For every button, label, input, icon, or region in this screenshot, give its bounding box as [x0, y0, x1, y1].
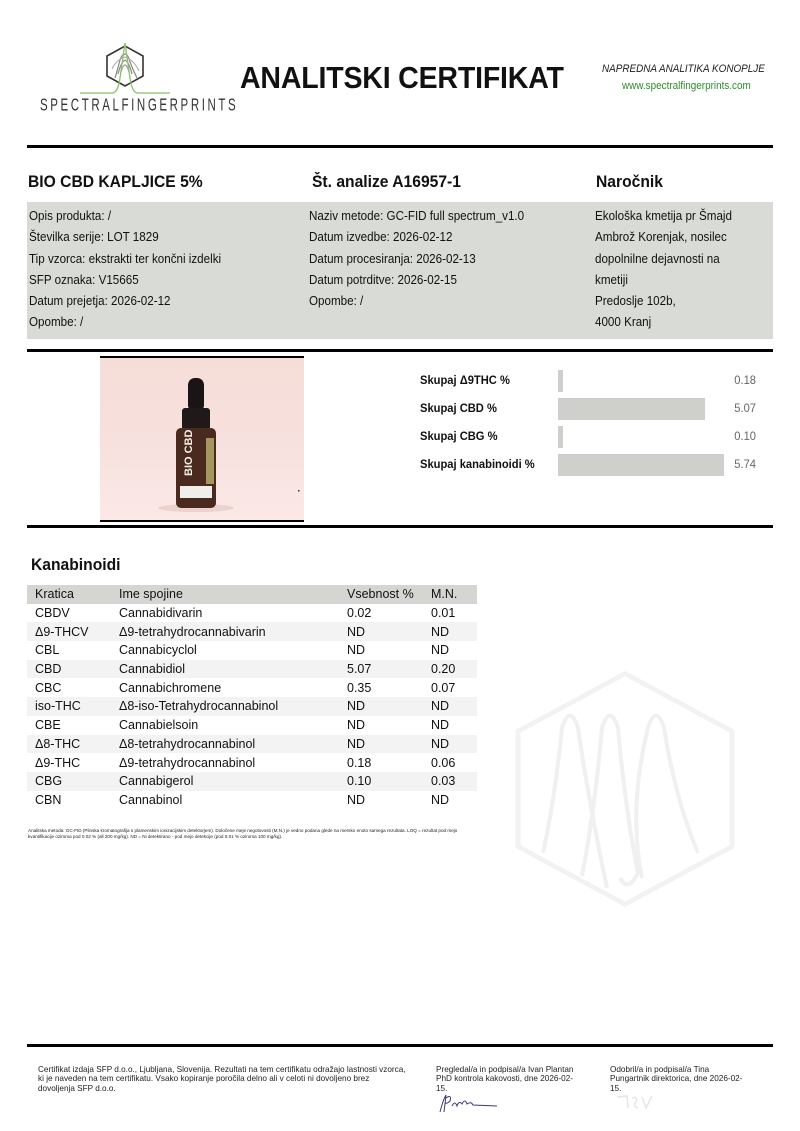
divider — [27, 525, 773, 528]
table-row — [27, 772, 477, 791]
method-name: Naziv metode: GC-FID full spectrum_v1.0 — [309, 209, 525, 223]
cell-abbreviation: Δ9-THC — [35, 755, 81, 770]
cell-uncertainty: 0.06 — [431, 755, 456, 770]
client-heading: Naročnik — [596, 172, 663, 191]
product-description: Opis produkta: / — [29, 209, 112, 223]
section-title: Kanabinoidi — [31, 555, 121, 574]
summary-value-cbd: 5.07 — [734, 401, 756, 415]
confirmation-date: Datum potrditve: 2026-02-15 — [309, 272, 457, 287]
cell-uncertainty: 0.01 — [431, 606, 456, 621]
cell-uncertainty: ND — [431, 718, 450, 733]
client-line: Ekološka kmetija pr Šmajd — [595, 209, 732, 223]
bottle-label-text: BIO CBD — [183, 429, 195, 476]
column-header-uncertainty: M.N. — [431, 587, 458, 602]
cell-compound: Δ8-tetrahydrocannabinol — [119, 736, 256, 751]
cell-compound: Cannabigerol — [119, 774, 194, 789]
summary-value-thc: 0.18 — [734, 373, 756, 387]
execution-date: Datum izvedbe: 2026-02-12 — [309, 230, 453, 245]
cell-abbreviation: Δ8-THC — [35, 736, 81, 751]
cell-content: ND — [347, 736, 366, 751]
cell-content: ND — [347, 792, 366, 807]
table-row — [27, 697, 477, 716]
cell-content: ND — [347, 699, 366, 714]
cell-abbreviation: CBD — [35, 662, 62, 677]
summary-label-cbd: Skupaj CBD % — [420, 401, 497, 415]
divider — [27, 145, 773, 148]
client-line: 4000 Kranj — [595, 315, 652, 330]
table-header-row — [27, 585, 477, 604]
cell-abbreviation: CBC — [35, 680, 62, 695]
approver-stamp — [612, 1092, 662, 1112]
table-row — [27, 678, 477, 697]
table-row — [27, 791, 477, 810]
company-website-link[interactable]: www.spectralfingerprints.com — [622, 80, 751, 92]
cell-compound: Cannabicyclol — [119, 643, 197, 658]
product-name: BIO CBD KAPLJICE 5% — [28, 172, 203, 191]
cell-content: ND — [347, 643, 366, 658]
cell-uncertainty: ND — [431, 792, 450, 807]
cell-content: 0.02 — [347, 606, 372, 621]
cell-content: ND — [347, 718, 366, 733]
document-title: ANALITSKI CERTIFIKAT — [240, 60, 564, 95]
cell-uncertainty: ND — [431, 624, 450, 639]
sample-type: Tip vzorca: ekstrakti ter končni izdelki — [29, 251, 222, 266]
client-details — [595, 206, 732, 334]
analysis-details — [309, 206, 524, 312]
table-row — [27, 660, 477, 679]
cell-uncertainty: ND — [431, 643, 450, 658]
watermark-logo-icon — [510, 668, 740, 913]
summary-bar-track — [558, 426, 728, 448]
column-header-compound: Ime spojine — [119, 587, 183, 602]
sfp-code: SFP oznaka: V15665 — [29, 272, 139, 287]
column-header-abbreviation: Kratica — [35, 587, 74, 602]
reviewer-statement: Pregledal/a in podpisal/a Ivan Plantan PhD kontrola kakovosti, dne 2026-02-15. — [436, 1065, 574, 1093]
dropper-bottle-image — [100, 358, 304, 520]
method-footnote: Analitska metoda: GC-FID (Plinska kromatografija s plamenskim ionizacijskim detektorjem). Določene meje negotovosti (M.N.) je vedno podana glede na mersko enoto samega rezultata. LOQ = rezultat pod mejo kvantifikacije oziroma pod 0.02 % (all 200 mg/kg). ND = Ni detektirano - pod mejo detekcije (pod 0.01 % oziroma 100 mg/kg). — [28, 828, 458, 839]
table-row — [27, 641, 477, 660]
processing-date: Datum procesiranja: 2026-02-13 — [309, 251, 476, 266]
summary-value-cbg: 0.10 — [734, 429, 756, 443]
cell-compound: Δ9-tetrahydrocannabivarin — [119, 624, 266, 639]
table-row — [27, 604, 477, 623]
cell-uncertainty: 0.07 — [431, 680, 456, 695]
cell-abbreviation: CBL — [35, 643, 60, 658]
cell-content: 0.35 — [347, 680, 372, 695]
divider — [27, 349, 773, 352]
client-line: dopolnilne dejavnosti na — [595, 251, 720, 266]
cell-abbreviation: CBE — [35, 718, 61, 733]
table-row — [27, 622, 477, 641]
cannabinoid-table — [27, 585, 477, 809]
cell-uncertainty: 0.20 — [431, 662, 456, 677]
summary-bar-track — [558, 454, 728, 476]
cell-abbreviation: CBG — [35, 774, 63, 789]
client-line: kmetiji — [595, 272, 628, 287]
summary-bar-track — [558, 370, 728, 392]
batch-number: Številka serije: LOT 1829 — [29, 230, 159, 245]
cell-compound: Δ9-tetrahydrocannabinol — [119, 755, 256, 770]
company-tagline: NAPREDNA ANALITIKA KONOPLJE — [602, 63, 765, 75]
client-line: Ambrož Korenjak, nosilec — [595, 230, 727, 245]
receipt-date: Datum prejetja: 2026-02-12 — [29, 294, 171, 309]
cell-compound: Cannabielsoin — [119, 718, 199, 733]
cell-compound: Cannabidivarin — [119, 606, 203, 621]
client-line: Predoslje 102b, — [595, 294, 676, 309]
analysis-number: Št. analize A16957-1 — [312, 172, 461, 191]
column-header-content: Vsebnost % — [347, 587, 414, 602]
cell-abbreviation: iso-THC — [35, 699, 81, 714]
cell-compound: Cannabinol — [119, 792, 183, 807]
stamp-icon — [612, 1092, 662, 1112]
cell-content: 5.07 — [347, 662, 372, 677]
hexagon-peaks-watermark — [510, 668, 740, 913]
reviewer-signature — [437, 1092, 507, 1114]
summary-bar-total — [558, 454, 724, 476]
summary-bar-track — [558, 398, 728, 420]
cell-compound: Cannabidiol — [119, 662, 186, 677]
divider — [27, 1044, 773, 1047]
cell-abbreviation: CBN — [35, 792, 62, 807]
product-details — [29, 206, 221, 334]
cell-uncertainty: ND — [431, 699, 450, 714]
table-row — [27, 735, 477, 754]
summary-label-total: Skupaj kanabinoidi % — [420, 457, 535, 471]
table-row — [27, 716, 477, 735]
analysis-notes: Opombe: / — [309, 294, 364, 309]
summary-label-thc: Skupaj Δ9THC % — [420, 373, 510, 387]
table-row — [27, 753, 477, 772]
cell-uncertainty: ND — [431, 736, 450, 751]
signature-icon — [437, 1092, 507, 1114]
cell-compound: Cannabichromene — [119, 680, 222, 695]
cell-compound: Δ8-iso-Tetrahydrocannabinol — [119, 699, 279, 714]
fingerprint-hexagon-icon — [40, 38, 210, 98]
summary-label-cbg: Skupaj CBG % — [420, 429, 498, 443]
cell-abbreviation: CBDV — [35, 606, 70, 621]
product-notes: Opombe: / — [29, 315, 84, 330]
summary-bar-cbd — [558, 398, 705, 420]
issuer-statement: Certifikat izdaja SFP d.o.o., Ljubljana, Slovenija. Rezultati na tem certifikatu odražajo lastnosti vzorca, ki je naveden na tem certifikatu. Vsako kopiranje poročila delno ali v celoti ni dovoljeno brez dovoljenja SFP d.o.o. — [38, 1065, 406, 1093]
cell-abbreviation: Δ9-THCV — [35, 624, 89, 639]
summary-value-total: 5.74 — [734, 457, 756, 471]
summary-bar-thc — [558, 370, 563, 392]
cell-uncertainty: 0.03 — [431, 774, 456, 789]
logo-wordmark: SPECTRALFINGERPRINTS — [40, 97, 239, 115]
cell-content: 0.10 — [347, 774, 372, 789]
cell-content: ND — [347, 624, 366, 639]
cell-content: 0.18 — [347, 755, 372, 770]
product-photo — [100, 356, 304, 522]
approver-statement: Odobril/a in podpisal/a Tina Pungartnik direktorica, dne 2026-02-15. — [610, 1065, 743, 1093]
summary-bar-cbg — [558, 426, 563, 448]
